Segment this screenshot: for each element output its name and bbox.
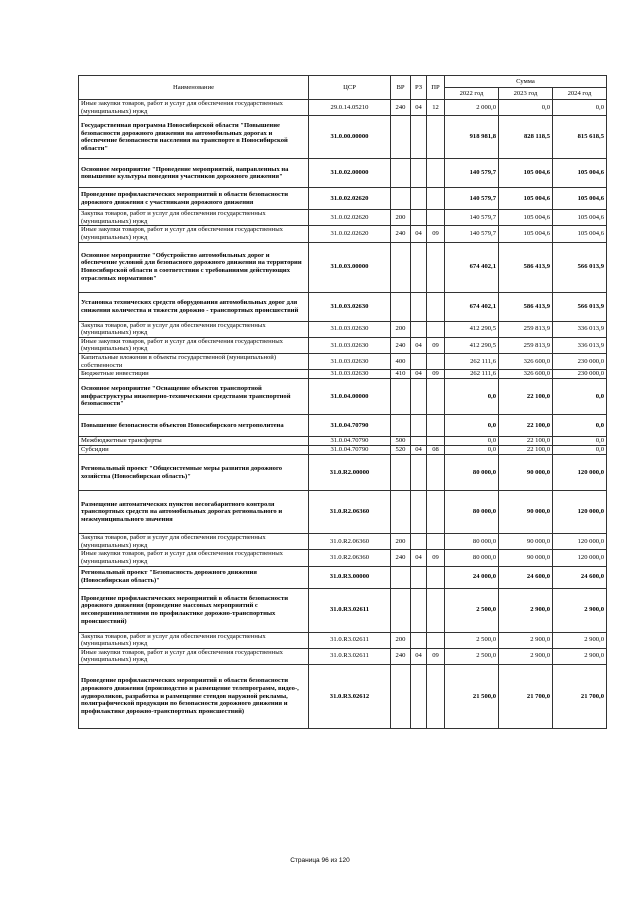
table-row — [79, 415, 607, 437]
table-row — [79, 210, 607, 226]
row-csr-cell: 31.0.00.00000 — [309, 116, 391, 159]
table-row — [79, 648, 607, 664]
row-amount-2024-cell: 24 600,0 — [553, 566, 607, 588]
row-vr-cell — [391, 242, 411, 292]
row-name-cell: Закупка товаров, работ и услуг для обеспечения государственных (муниципальных) нужд — [79, 210, 309, 226]
row-amount-2023-cell: 22 100,0 — [499, 415, 553, 437]
row-name-cell: Закупка товаров, работ и услуг для обеспечения государственных (муниципальных) нужд — [79, 632, 309, 648]
row-amount-2022-cell: 24 000,0 — [445, 566, 499, 588]
row-amount-2022-cell: 80 000,0 — [445, 534, 499, 550]
row-amount-2022-cell: 918 981,8 — [445, 116, 499, 159]
row-rz-cell — [411, 242, 427, 292]
row-vr-cell — [391, 188, 411, 210]
row-csr-cell: 31.0.R3.02611 — [309, 588, 391, 632]
row-amount-2023-cell: 2 900,0 — [499, 648, 553, 664]
row-amount-2024-cell: 0,0 — [553, 437, 607, 446]
row-vr-cell: 200 — [391, 210, 411, 226]
row-pr-cell: 09 — [427, 550, 445, 566]
row-amount-2024-cell: 2 900,0 — [553, 632, 607, 648]
row-vr-cell — [391, 455, 411, 491]
row-amount-2022-cell: 262 111,6 — [445, 370, 499, 379]
table-row — [79, 337, 607, 353]
row-rz-cell — [411, 491, 427, 534]
row-name-cell: Субсидии — [79, 446, 309, 455]
row-amount-2024-cell: 2 900,0 — [553, 588, 607, 632]
row-name-cell: Проведение профилактических мероприятий в области безопасности дорожного движения (проведение массовых мероприятий с несовершеннолетними по профилактике дорожно-транспортных происшествий) — [79, 588, 309, 632]
row-amount-2023-cell: 90 000,0 — [499, 491, 553, 534]
row-vr-cell — [391, 415, 411, 437]
row-amount-2023-cell: 2 900,0 — [499, 588, 553, 632]
row-amount-2023-cell: 22 100,0 — [499, 446, 553, 455]
row-pr-cell — [427, 491, 445, 534]
row-csr-cell: 31.0.02.02620 — [309, 188, 391, 210]
row-rz-cell — [411, 632, 427, 648]
row-rz-cell — [411, 566, 427, 588]
row-rz-cell: 04 — [411, 337, 427, 353]
table-row — [79, 292, 607, 321]
budget-table — [78, 75, 607, 729]
row-pr-cell — [427, 210, 445, 226]
row-csr-cell: 31.0.02.02620 — [309, 210, 391, 226]
row-pr-cell — [427, 116, 445, 159]
row-amount-2024-cell: 120 000,0 — [553, 534, 607, 550]
row-amount-2023-cell: 24 600,0 — [499, 566, 553, 588]
row-csr-cell: 31.0.04.00000 — [309, 379, 391, 415]
row-amount-2023-cell: 90 000,0 — [499, 455, 553, 491]
row-vr-cell — [391, 491, 411, 534]
row-amount-2024-cell: 0,0 — [553, 446, 607, 455]
row-rz-cell: 04 — [411, 550, 427, 566]
row-csr-cell: 31.0.04.70790 — [309, 446, 391, 455]
row-amount-2024-cell: 2 900,0 — [553, 648, 607, 664]
table-row — [79, 437, 607, 446]
row-amount-2023-cell: 90 000,0 — [499, 534, 553, 550]
row-vr-cell — [391, 588, 411, 632]
row-amount-2023-cell: 259 813,9 — [499, 321, 553, 337]
row-name-cell: Размещение автоматических пунктов весогабаритного контроля транспортных средств на автомобильных дорогах регионального и межмуниципального значения — [79, 491, 309, 534]
page-footer: Страница 96 из 120 — [290, 857, 350, 864]
row-vr-cell — [391, 566, 411, 588]
table-row — [79, 226, 607, 242]
row-amount-2023-cell: 0,0 — [499, 100, 553, 116]
row-name-cell: Основное мероприятие "Оснащение объектов транспортной инфраструктуры инженерно-техническими средствами транспортной безопасности" — [79, 379, 309, 415]
row-pr-cell — [427, 188, 445, 210]
row-vr-cell: 200 — [391, 534, 411, 550]
row-rz-cell — [411, 116, 427, 159]
row-csr-cell: 31.0.02.02620 — [309, 226, 391, 242]
row-amount-2022-cell: 0,0 — [445, 437, 499, 446]
row-rz-cell: 04 — [411, 370, 427, 379]
row-amount-2023-cell: 105 004,6 — [499, 188, 553, 210]
row-csr-cell: 31.0.R2.06360 — [309, 491, 391, 534]
row-amount-2022-cell: 262 111,6 — [445, 353, 499, 369]
row-amount-2022-cell: 21 500,0 — [445, 664, 499, 728]
row-amount-2024-cell: 566 013,9 — [553, 242, 607, 292]
row-rz-cell — [411, 292, 427, 321]
table-row — [79, 550, 607, 566]
row-amount-2024-cell: 21 700,0 — [553, 664, 607, 728]
row-name-cell: Основное мероприятие "Проведение мероприятий, направленных на повышение культуры поведения участников дорожного движения" — [79, 159, 309, 188]
row-amount-2024-cell: 120 000,0 — [553, 550, 607, 566]
row-csr-cell: 29.0.14.05210 — [309, 100, 391, 116]
row-name-cell: Иные закупки товаров, работ и услуг для обеспечения государственных (муниципальных) нужд — [79, 648, 309, 664]
row-amount-2022-cell: 2 000,0 — [445, 100, 499, 116]
row-vr-cell — [391, 159, 411, 188]
row-amount-2022-cell: 2 500,0 — [445, 588, 499, 632]
table-row — [79, 566, 607, 588]
row-csr-cell: 31.0.03.02630 — [309, 292, 391, 321]
row-name-cell: Капитальные вложения в объекты государственной (муниципальной) собственности — [79, 353, 309, 369]
row-rz-cell — [411, 415, 427, 437]
row-csr-cell: 31.0.04.70790 — [309, 415, 391, 437]
row-pr-cell: 12 — [427, 100, 445, 116]
row-amount-2022-cell: 140 579,7 — [445, 188, 499, 210]
row-rz-cell — [411, 379, 427, 415]
row-amount-2023-cell: 259 813,9 — [499, 337, 553, 353]
row-amount-2024-cell: 120 000,0 — [553, 491, 607, 534]
row-vr-cell: 240 — [391, 550, 411, 566]
row-vr-cell: 410 — [391, 370, 411, 379]
table-row — [79, 100, 607, 116]
row-csr-cell: 31.0.R3.02611 — [309, 632, 391, 648]
table-row — [79, 159, 607, 188]
row-vr-cell: 240 — [391, 648, 411, 664]
row-amount-2023-cell: 22 100,0 — [499, 437, 553, 446]
row-csr-cell: 31.0.R3.00000 — [309, 566, 391, 588]
row-name-cell: Проведение профилактических мероприятий в области безопасности дорожного движения с участниками дорожного движения — [79, 188, 309, 210]
row-csr-cell: 31.0.04.70790 — [309, 437, 391, 446]
table-row — [79, 588, 607, 632]
row-pr-cell — [427, 437, 445, 446]
row-amount-2024-cell: 105 004,6 — [553, 188, 607, 210]
table-row — [79, 242, 607, 292]
row-rz-cell: 04 — [411, 648, 427, 664]
row-name-cell: Государственная программа Новосибирской области "Повышение безопасности дорожного движения на автомобильных дорогах и обеспечение безопасности населения на транспорте в Новосибирской области" — [79, 116, 309, 159]
row-amount-2023-cell: 586 413,9 — [499, 292, 553, 321]
row-csr-cell: 31.0.R2.06360 — [309, 534, 391, 550]
row-pr-cell: 08 — [427, 446, 445, 455]
header-name: Наименование — [79, 76, 309, 100]
row-name-cell: Повышение безопасности объектов Новосибирского метрополитена — [79, 415, 309, 437]
row-rz-cell — [411, 188, 427, 210]
row-pr-cell — [427, 534, 445, 550]
row-amount-2022-cell: 0,0 — [445, 379, 499, 415]
row-amount-2022-cell: 2 500,0 — [445, 632, 499, 648]
row-amount-2022-cell: 674 402,1 — [445, 242, 499, 292]
row-pr-cell — [427, 632, 445, 648]
row-amount-2024-cell: 336 013,9 — [553, 321, 607, 337]
row-amount-2024-cell: 230 000,0 — [553, 353, 607, 369]
row-amount-2022-cell: 412 290,5 — [445, 321, 499, 337]
row-pr-cell — [427, 588, 445, 632]
row-csr-cell: 31.0.03.02630 — [309, 321, 391, 337]
header-vr: ВР — [391, 76, 411, 100]
row-csr-cell: 31.0.R2.00000 — [309, 455, 391, 491]
row-name-cell: Закупка товаров, работ и услуг для обеспечения государственных (муниципальных) нужд — [79, 534, 309, 550]
row-name-cell: Иные закупки товаров, работ и услуг для обеспечения государственных (муниципальных) нужд — [79, 100, 309, 116]
row-vr-cell: 200 — [391, 632, 411, 648]
row-csr-cell: 31.0.03.02630 — [309, 337, 391, 353]
row-name-cell: Установка технических средств оборудования автомобильных дорог для снижения количества и тяжести дорожно - транспортных происшествий — [79, 292, 309, 321]
row-name-cell: Иные закупки товаров, работ и услуг для обеспечения государственных (муниципальных) нужд — [79, 226, 309, 242]
row-amount-2022-cell: 674 402,1 — [445, 292, 499, 321]
table-row — [79, 370, 607, 379]
row-rz-cell: 04 — [411, 446, 427, 455]
row-pr-cell: 09 — [427, 370, 445, 379]
table-row — [79, 379, 607, 415]
row-vr-cell: 200 — [391, 321, 411, 337]
table-row — [79, 321, 607, 337]
row-amount-2024-cell: 815 618,5 — [553, 116, 607, 159]
header-csr: ЦСР — [309, 76, 391, 100]
table-row — [79, 353, 607, 369]
table-row — [79, 664, 607, 728]
row-amount-2024-cell: 105 004,6 — [553, 210, 607, 226]
row-pr-cell — [427, 353, 445, 369]
row-pr-cell: 09 — [427, 337, 445, 353]
row-amount-2022-cell: 80 000,0 — [445, 491, 499, 534]
row-name-cell: Бюджетные инвестиции — [79, 370, 309, 379]
row-rz-cell — [411, 210, 427, 226]
row-amount-2022-cell: 140 579,7 — [445, 210, 499, 226]
row-amount-2022-cell: 412 290,5 — [445, 337, 499, 353]
row-csr-cell: 31.0.R3.02612 — [309, 664, 391, 728]
row-amount-2023-cell: 828 118,5 — [499, 116, 553, 159]
row-pr-cell — [427, 664, 445, 728]
row-amount-2024-cell: 120 000,0 — [553, 455, 607, 491]
header-year-2023: 2023 год — [499, 88, 553, 100]
row-name-cell: Проведение профилактических мероприятий в области безопасности дорожного движения (производство и размещение телепрограмм, видео-, аудиороликов, разработка и размещение стендов наружной рекламы, полиграфической продукции по безопасности дорожного движения и профилактике дорожно-транспортных происшествий) — [79, 664, 309, 728]
row-amount-2023-cell: 2 900,0 — [499, 632, 553, 648]
row-name-cell: Иные закупки товаров, работ и услуг для обеспечения государственных (муниципальных) нужд — [79, 337, 309, 353]
row-amount-2022-cell: 140 579,7 — [445, 159, 499, 188]
row-amount-2022-cell: 80 000,0 — [445, 550, 499, 566]
row-pr-cell — [427, 242, 445, 292]
header-pr: ПР — [427, 76, 445, 100]
row-vr-cell: 240 — [391, 226, 411, 242]
row-pr-cell — [427, 415, 445, 437]
row-amount-2023-cell: 326 600,0 — [499, 353, 553, 369]
table-body — [79, 100, 607, 729]
row-csr-cell: 31.0.02.00000 — [309, 159, 391, 188]
row-pr-cell: 09 — [427, 648, 445, 664]
table-row — [79, 446, 607, 455]
table-row — [79, 491, 607, 534]
row-vr-cell — [391, 292, 411, 321]
row-rz-cell — [411, 588, 427, 632]
row-pr-cell — [427, 566, 445, 588]
row-amount-2022-cell: 0,0 — [445, 415, 499, 437]
row-amount-2022-cell: 140 579,7 — [445, 226, 499, 242]
row-vr-cell — [391, 116, 411, 159]
row-amount-2023-cell: 105 004,6 — [499, 159, 553, 188]
row-rz-cell — [411, 534, 427, 550]
row-csr-cell: 31.0.R2.06360 — [309, 550, 391, 566]
row-amount-2022-cell: 80 000,0 — [445, 455, 499, 491]
row-amount-2024-cell: 566 013,9 — [553, 292, 607, 321]
row-amount-2024-cell: 105 004,6 — [553, 159, 607, 188]
row-name-cell: Межбюджетные трансферты — [79, 437, 309, 446]
row-name-cell: Региональный проект "Общесистемные меры развития дорожного хозяйства (Новосибирская область)" — [79, 455, 309, 491]
row-pr-cell — [427, 292, 445, 321]
row-rz-cell — [411, 437, 427, 446]
row-vr-cell: 240 — [391, 100, 411, 116]
row-rz-cell — [411, 455, 427, 491]
row-vr-cell: 240 — [391, 337, 411, 353]
row-amount-2024-cell: 0,0 — [553, 379, 607, 415]
row-rz-cell: 04 — [411, 226, 427, 242]
row-csr-cell: 31.0.03.02630 — [309, 353, 391, 369]
row-pr-cell: 09 — [427, 226, 445, 242]
row-amount-2024-cell: 230 000,0 — [553, 370, 607, 379]
row-pr-cell — [427, 159, 445, 188]
row-amount-2024-cell: 336 013,9 — [553, 337, 607, 353]
table-row — [79, 455, 607, 491]
row-amount-2024-cell: 0,0 — [553, 100, 607, 116]
table-row — [79, 534, 607, 550]
table-row — [79, 188, 607, 210]
row-vr-cell — [391, 664, 411, 728]
header-rz: РЗ — [411, 76, 427, 100]
row-amount-2024-cell: 0,0 — [553, 415, 607, 437]
row-csr-cell: 31.0.R3.02611 — [309, 648, 391, 664]
header-year-2022: 2022 год — [445, 88, 499, 100]
row-name-cell: Иные закупки товаров, работ и услуг для обеспечения государственных (муниципальных) нужд — [79, 550, 309, 566]
table-row — [79, 116, 607, 159]
row-vr-cell: 520 — [391, 446, 411, 455]
row-rz-cell — [411, 321, 427, 337]
row-amount-2023-cell: 326 600,0 — [499, 370, 553, 379]
row-rz-cell — [411, 159, 427, 188]
row-rz-cell — [411, 664, 427, 728]
row-amount-2023-cell: 105 004,6 — [499, 210, 553, 226]
header-year-2024: 2024 год — [553, 88, 607, 100]
row-amount-2023-cell: 22 100,0 — [499, 379, 553, 415]
row-name-cell: Региональный проект "Безопасность дорожного движения (Новосибирская область)" — [79, 566, 309, 588]
row-csr-cell: 31.0.03.00000 — [309, 242, 391, 292]
row-pr-cell — [427, 321, 445, 337]
row-name-cell: Закупка товаров, работ и услуг для обеспечения государственных (муниципальных) нужд — [79, 321, 309, 337]
row-pr-cell — [427, 379, 445, 415]
row-vr-cell: 400 — [391, 353, 411, 369]
table-row — [79, 632, 607, 648]
table-header — [79, 76, 607, 100]
row-vr-cell — [391, 379, 411, 415]
row-amount-2023-cell: 90 000,0 — [499, 550, 553, 566]
row-amount-2023-cell: 21 700,0 — [499, 664, 553, 728]
row-vr-cell: 500 — [391, 437, 411, 446]
row-pr-cell — [427, 455, 445, 491]
row-amount-2023-cell: 586 413,9 — [499, 242, 553, 292]
row-amount-2022-cell: 0,0 — [445, 446, 499, 455]
row-name-cell: Основное мероприятие "Обустройство автомобильных дорог и обеспечение условий для безопасного дорожного движения на территории Новосибирской области в соответствии с требованиями действующих отраслевых нормативов" — [79, 242, 309, 292]
row-rz-cell — [411, 353, 427, 369]
row-amount-2023-cell: 105 004,6 — [499, 226, 553, 242]
row-amount-2024-cell: 105 004,6 — [553, 226, 607, 242]
row-csr-cell: 31.0.03.02630 — [309, 370, 391, 379]
row-amount-2022-cell: 2 500,0 — [445, 648, 499, 664]
header-sum: Сумма — [445, 76, 607, 88]
row-rz-cell: 04 — [411, 100, 427, 116]
